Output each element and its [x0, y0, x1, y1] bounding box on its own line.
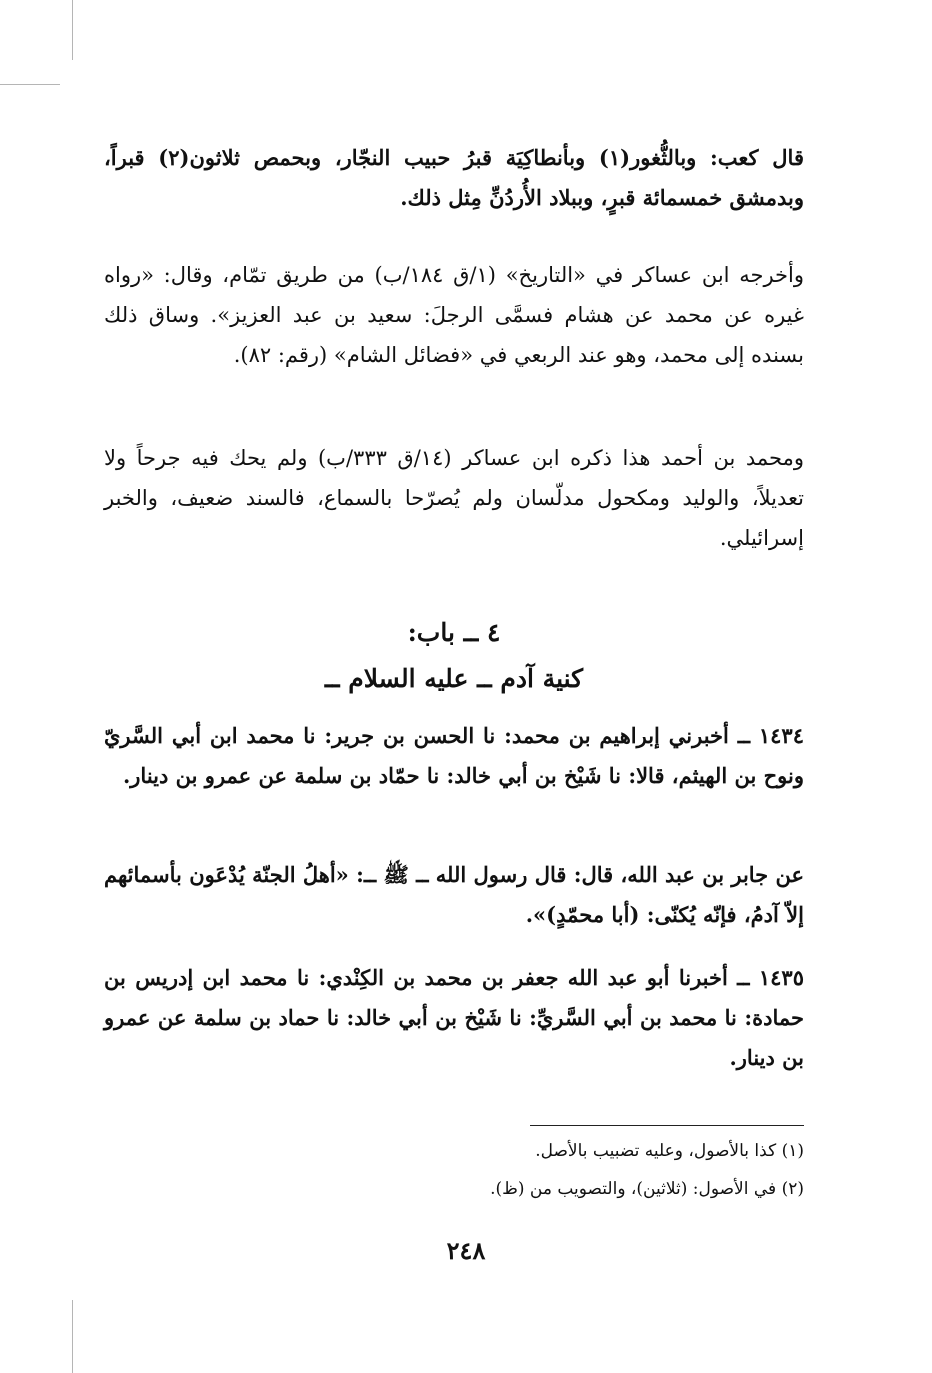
paragraph-text: ومحمد بن أحمد هذا ذكره ابن عساكر (١٤/ق ٣٣٣/ب) ولم يحك فيه جرحاً ولا تعديلاً، والوليد ومكحول مدلّسان ولم يُصرّحا بالسماع، فالسند ضعيف، والخبر إسرائيلي.	[104, 446, 805, 550]
chapter-title: كنية آدم ــ عليه السلام ــ	[324, 664, 584, 693]
footnote-1	[104, 1134, 804, 1168]
footnote-text: (١) كذا بالأصول، وعليه تضبيب بالأصل.	[535, 1141, 804, 1161]
hadith-1434-isnad	[104, 716, 804, 796]
hadith-1435-isnad	[104, 958, 804, 1078]
crop-mark-bottom	[72, 1300, 73, 1373]
paragraph-text: ١٤٣٥ ــ أخبرنا أبو عبد الله جعفر بن محمد بن الكِنْدي: نا محمد ابن إدريس بن حمادة: نا محمد بن أبي السَّريِّ: نا شَيْخ بن أبي خالد: نا حماد بن سلمة عن عمرو بن دينار.	[104, 965, 804, 1070]
chapter-heading	[104, 610, 804, 702]
paragraph-text: وأخرجه ابن عساكر في «التاريخ» (١/ق ١٨٤/ب) من طريق تمّام، وقال: «رواه غيره عن محمد عن هشام فسمَّى الرجلَ: سعيد بن عبد العزيز». وساق ذلك بسنده إلى محمد، وهو عند الربعي في «فضائل الشام» (رقم: ٨٢).	[104, 263, 805, 367]
paragraph-text: قال كعب: وبالثُّغور(١) وبأنطاكِيَة قبرُ حبيب النجّار، وبحمص ثلاثون(٢) قبراً، وبدمشق خمسمائة قبرٍ، وببلاد الأُردُنِّ مِثل ذلك.	[104, 145, 804, 210]
paragraph-text: عن جابر بن عبد الله، قال: قال رسول الله ــ ﷺ ــ: «أهلُ الجنّة يُدْعَون بأسمائهم إلاّ آدمُ، فإنّه يُكنّى: (أبا محمّدٍ)».	[104, 862, 804, 927]
paragraph-text: ١٤٣٤ ــ أخبرني إبراهيم بن محمد: نا الحسن بن جرير: نا محمد ابن أبي السَّريّ ونوح بن الهيثم، قالا: نا شَيْخ بن أبي خالد: نا حمّاد بن سلمة عن عمرو بن دينار.	[104, 723, 804, 788]
footnote-divider	[530, 1125, 804, 1126]
paragraph-grading	[104, 438, 804, 558]
crop-mark-top	[72, 0, 73, 60]
paragraph-kaab-quote	[104, 138, 804, 218]
hadith-1434-matn	[104, 855, 804, 935]
chapter-number: ٤ ــ باب:	[407, 618, 501, 647]
page-number: ٢٤٨	[446, 1236, 486, 1265]
footnote-2	[104, 1172, 804, 1206]
crop-mark-left	[0, 84, 60, 85]
paragraph-takhrij	[104, 255, 804, 375]
footnote-text: (٢) في الأصول: (ثلاثين)، والتصويب من (ظ).	[490, 1179, 804, 1199]
